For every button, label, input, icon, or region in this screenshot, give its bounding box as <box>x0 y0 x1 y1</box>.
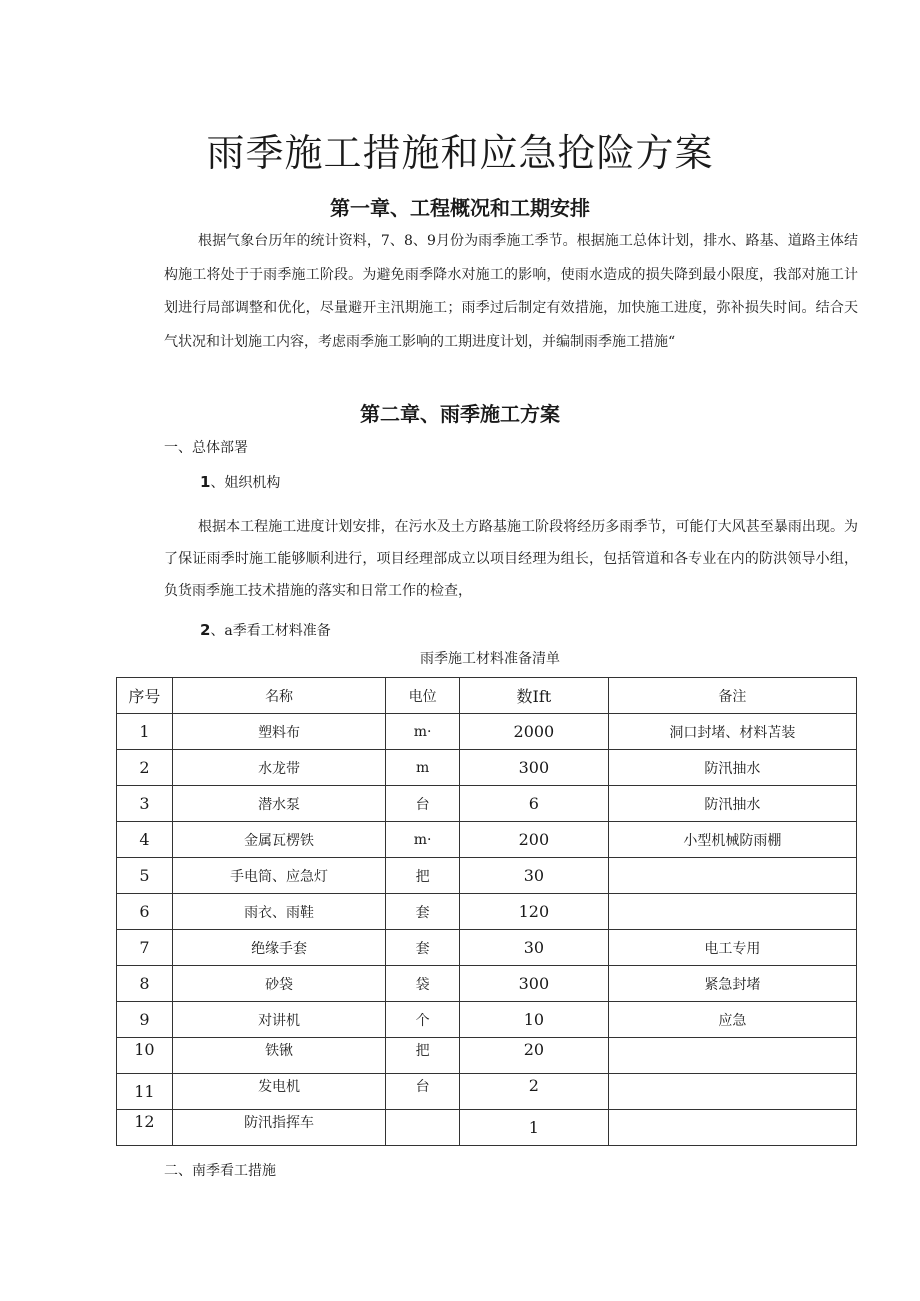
cell-quantity: 30 <box>460 858 609 894</box>
table-row <box>117 822 857 858</box>
table-row <box>117 1038 857 1074</box>
table-row <box>117 750 857 786</box>
cell-no: 8 <box>117 966 173 1002</box>
cell-quantity: 10 <box>460 1002 609 1038</box>
header-no: 序号 <box>117 678 173 714</box>
table-row <box>117 1002 857 1038</box>
cell-quantity: 120 <box>460 894 609 930</box>
subsection-label: 、a季看工材料准备 <box>210 623 331 639</box>
cell-unit: m <box>386 750 460 786</box>
cell-no: 2 <box>117 750 173 786</box>
cell-quantity-text: 20 <box>523 1040 545 1059</box>
header-remark: 备注 <box>608 678 856 714</box>
materials-table <box>116 677 857 1146</box>
cell-name-text: 铁锹 <box>265 1042 294 1059</box>
cell-no <box>117 1110 173 1146</box>
chapter-1-heading: 第一章、工程概况和工期安排 <box>330 196 590 220</box>
cell-name-text: 防汛指挥车 <box>244 1114 315 1131</box>
cell-unit: 把 <box>386 858 460 894</box>
section-rainy-season-measures: 二、南季看工措施 <box>164 1163 276 1179</box>
cell-name <box>172 1074 385 1110</box>
document-title: 雨季施工措施和应急抢险方案 <box>206 131 714 175</box>
cell-name <box>172 1110 385 1146</box>
cell-no: 11 <box>117 1074 173 1110</box>
cell-remark <box>608 1110 856 1146</box>
cell-unit <box>386 1038 460 1074</box>
subsection-label: 、姐织机构 <box>210 475 281 491</box>
cell-name-text: 发电机 <box>258 1078 301 1095</box>
cell-name: 雨衣、雨鞋 <box>172 894 385 930</box>
cell-no-text: 10 <box>134 1040 155 1059</box>
cell-no: 4 <box>117 822 173 858</box>
subsection-materials <box>200 620 331 640</box>
section-overall-deployment: 一、总体部署 <box>164 440 248 456</box>
table-header-row <box>117 678 857 714</box>
cell-unit <box>386 1110 460 1146</box>
subsection-number: 2 <box>200 621 211 639</box>
header-quantity: 数Ift <box>460 678 609 714</box>
cell-unit-text: 把 <box>415 1042 430 1059</box>
cell-quantity: 300 <box>460 966 609 1002</box>
cell-name: 金属瓦楞铁 <box>172 822 385 858</box>
cell-remark: 洞口封堵、材料苫装 <box>608 714 856 750</box>
cell-unit: 袋 <box>386 966 460 1002</box>
table-row <box>117 786 857 822</box>
cell-quantity <box>460 1038 609 1074</box>
table-row <box>117 1110 857 1146</box>
cell-remark: 小型机械防雨棚 <box>608 822 856 858</box>
cell-remark: 应急 <box>608 1002 856 1038</box>
cell-quantity: 6 <box>460 786 609 822</box>
cell-name <box>172 1038 385 1074</box>
cell-no-text: 12 <box>134 1112 155 1131</box>
cell-unit: 个 <box>386 1002 460 1038</box>
cell-quantity: 30 <box>460 930 609 966</box>
cell-quantity <box>460 1074 609 1110</box>
cell-quantity: 200 <box>460 822 609 858</box>
cell-quantity-text: 2 <box>528 1076 539 1095</box>
cell-no: 3 <box>117 786 173 822</box>
table-row <box>117 858 857 894</box>
cell-name: 砂袋 <box>172 966 385 1002</box>
subsection-number: 1 <box>200 473 211 491</box>
organization-paragraph: 根据本工程施工进度计划安排，在污水及土方路基施工阶段将经历多雨季节，可能仃大风甚至暴雨出现。为了保证雨季时施工能够顺利进行，项目经理部成立以项目经理为组长，包括管道和各专业在内的防洪领导小组，负货雨季施工技术措施的落实和日常工作的检查， <box>164 519 858 599</box>
cell-quantity: 300 <box>460 750 609 786</box>
cell-unit: m· <box>386 714 460 750</box>
cell-unit: 套 <box>386 894 460 930</box>
cell-name: 塑料布 <box>172 714 385 750</box>
cell-no: 1 <box>117 714 173 750</box>
subsection-organization <box>200 472 280 492</box>
cell-name: 潜水泵 <box>172 786 385 822</box>
table-row <box>117 714 857 750</box>
cell-unit: m· <box>386 822 460 858</box>
cell-remark: 电工专用 <box>608 930 856 966</box>
cell-unit: 台 <box>386 786 460 822</box>
cell-remark <box>608 858 856 894</box>
cell-quantity: 2000 <box>460 714 609 750</box>
cell-unit: 套 <box>386 930 460 966</box>
cell-remark: 紧急封堵 <box>608 966 856 1002</box>
cell-no: 9 <box>117 1002 173 1038</box>
cell-name: 手电筒、应急灯 <box>172 858 385 894</box>
cell-no <box>117 1038 173 1074</box>
table-row <box>117 894 857 930</box>
header-unit: 电位 <box>386 678 460 714</box>
table-row <box>117 1074 857 1110</box>
table-caption: 雨季施工材料准备清单 <box>420 651 560 667</box>
cell-name: 水龙带 <box>172 750 385 786</box>
cell-no: 7 <box>117 930 173 966</box>
cell-remark <box>608 1038 856 1074</box>
cell-no: 6 <box>117 894 173 930</box>
cell-unit <box>386 1074 460 1110</box>
cell-name: 对讲机 <box>172 1002 385 1038</box>
cell-remark <box>608 894 856 930</box>
cell-remark: 防汛抽水 <box>608 786 856 822</box>
cell-no: 5 <box>117 858 173 894</box>
chapter-1-paragraph: 根据气象台历年的统计资料，7、8、9月份为雨季施工季节。根据施工总体计划，排水、路基、道路主体结构施工将处于于雨季施工阶段。为避免雨季降水对施工的影响，使雨水造成的损失降到最小限度，我部对施工计划进行局部调整和优化，尽量避开主汛期施工；雨季过后制定有效措施，加快施工进度，弥补损失时间。结合天气状况和计划施工内容，考虑雨季施工影响的工期进度计划，并编制雨季施工措施“ <box>164 233 858 350</box>
cell-remark <box>608 1074 856 1110</box>
chapter-2-heading: 第二章、雨季施工方案 <box>360 402 560 426</box>
table-row <box>117 930 857 966</box>
table-row <box>117 966 857 1002</box>
cell-remark: 防汛抽水 <box>608 750 856 786</box>
cell-quantity: 1 <box>460 1110 609 1146</box>
cell-unit-text: 台 <box>415 1078 430 1095</box>
header-name: 名称 <box>172 678 385 714</box>
cell-name: 绝缘手套 <box>172 930 385 966</box>
